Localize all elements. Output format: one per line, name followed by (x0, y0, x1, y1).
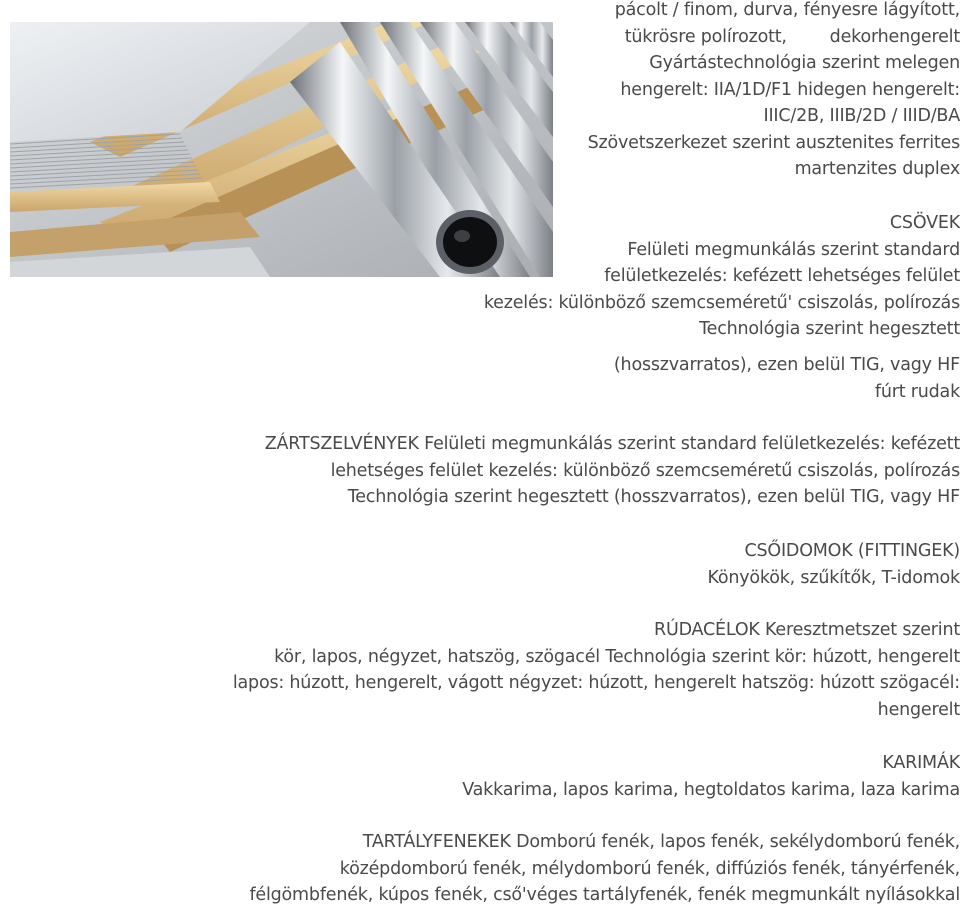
text-line: lapos: húzott, hengerelt, vágott négyzet: húzott, hengerelt hatszög: húzott szögacél: (232, 673, 960, 693)
text-line: hengerelt (877, 699, 960, 720)
text-line: Technológia szerint hegesztett (hosszvarratos), ezen belül TIG, vagy HF (347, 487, 960, 507)
text-line: TARTÁLYFENEKEK Domború fenék, lapos fenék, sekélydomború fenék, (362, 832, 960, 852)
text-line: Könyökök, szűkítők, T-idomok (707, 567, 960, 588)
text-line: középdomború fenék, mélydomború fenék, diffúziós fenék, tányérfenék, (339, 858, 960, 879)
text-line: Szövetszerkezet szerint ausztenites ferrites (587, 132, 960, 153)
fittings-section (707, 538, 960, 591)
text-line: lehetséges felület kezelés: különböző szemcseméretű csiszolás, polírozás (330, 460, 960, 481)
tank-heads-section (249, 829, 960, 909)
text-line: Vakkarima, lapos karima, hegtoldatos karima, laza karima (462, 779, 960, 800)
pipes-section (484, 210, 960, 343)
text-line: ZÁRTSZELVÉNYEK Felületi megmunkálás szerint standard felületkezelés: kefézett (264, 434, 960, 454)
text-line: IIIC/2B, IIIB/2D / IIID/BA (763, 106, 960, 126)
text-line: RÚDACÉLOK Keresztmetszet szerint (654, 620, 960, 640)
pipes-section-continued (614, 352, 960, 405)
section-heading-pipes: CSÖVEK (889, 213, 960, 233)
text-line: Technológia szerint hegesztett (699, 319, 960, 339)
flanges-section (462, 750, 960, 803)
text-line: kezelés: különböző szemcseméretű' csiszolás, polírozás (483, 292, 960, 313)
hollow-sections-section (265, 431, 960, 511)
text-line: pácolt / finom, durva, fényesre lágyított, (614, 0, 960, 20)
text-line: kör, lapos, négyzet, hatszög, szögacél Technológia szerint kör: húzott, hengerelt (274, 646, 960, 667)
text-line: (hosszvarratos), ezen belül TIG, vagy HF (613, 355, 960, 375)
section-heading-flanges: KARIMÁK (882, 753, 960, 773)
steel-products-illustration (10, 22, 553, 277)
sheet-properties-text (588, 0, 960, 183)
text-line: Felületi megmunkálás szerint standard (627, 239, 960, 260)
text-line: tükrösre polírozott, dekorhengerelt (624, 26, 960, 47)
text-line: martenzites duplex (794, 159, 960, 179)
bar-steel-section (233, 617, 960, 723)
text-line: hengerelt: IIA/1D/F1 hidegen hengerelt: (620, 79, 960, 100)
text-line: félgömbfenék, kúpos fenék, cső'véges tartályfenék, fenék megmunkált nyílásokkal (249, 885, 960, 905)
section-heading-fittings: CSŐIDOMOK (FITTINGEK) (744, 541, 960, 561)
text-line: Gyártástechnológia szerint melegen (649, 53, 960, 73)
text-line: felületkezelés: kefézett lehetséges felület (604, 266, 960, 286)
text-line: fúrt rudak (874, 381, 960, 402)
steel-products-photo (10, 22, 553, 277)
